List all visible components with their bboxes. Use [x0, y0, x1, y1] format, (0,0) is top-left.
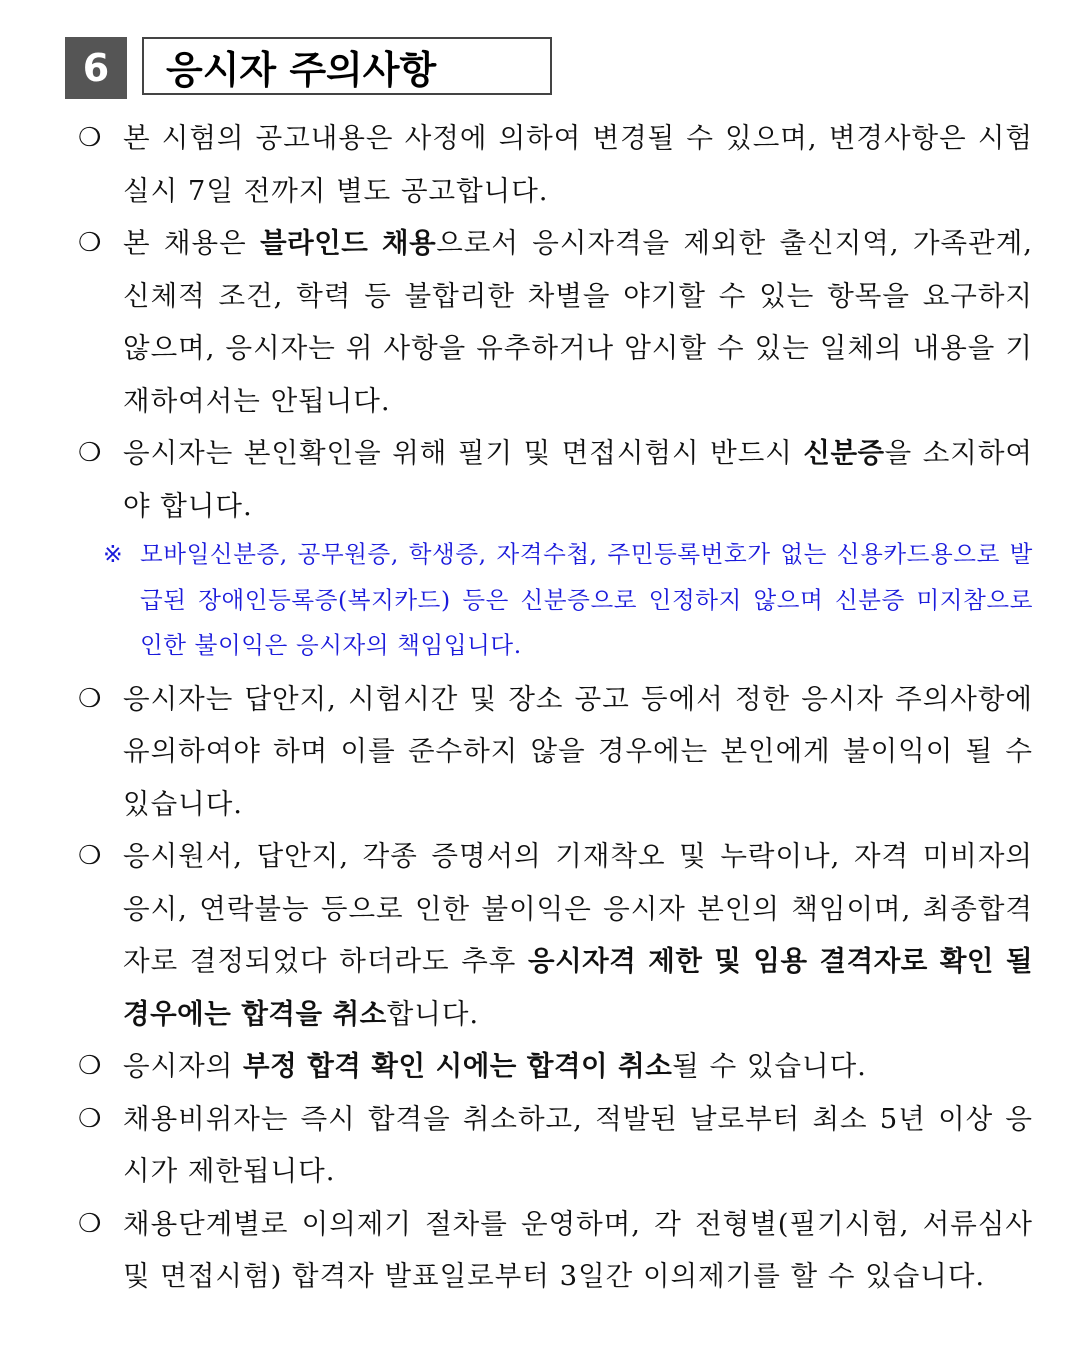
item-text: 합니다.	[386, 997, 480, 1030]
item-text: 채용비위자는 즉시 합격을 취소하고, 적발된 날로부터 최소 5년 이상 응시가 제한됩니다.	[123, 1102, 1033, 1187]
item-text: 본 시험의 공고내용은 사정에 의하여 변경될 수 있으며, 변경사항은 시험실시 7일 전까지 별도 공고합니다.	[123, 122, 1033, 207]
item-emphasis: 블라인드 채용	[260, 227, 437, 259]
bullet-icon: ❍	[78, 123, 103, 153]
item-emphasis: 부정 합격 확인 시에는 합격이 취소	[243, 1050, 673, 1082]
bullet-icon: ❍	[78, 1051, 103, 1081]
notice-item	[78, 112, 1033, 217]
note-text: 모바일신분증, 공무원증, 학생증, 자격수첩, 주민등록번호가 없는 신용카드용으로 발급된 장애인등록증(복지카드) 등은 신분증으로 인정하지 않으며 신분증 미지참으로 인한 불이익은 응시자의 책임입니다.	[140, 540, 1033, 659]
notice-item	[78, 1198, 1033, 1303]
bullet-icon: ❍	[78, 841, 103, 871]
notice-item	[78, 427, 1033, 532]
bullet-icon: ❍	[78, 438, 103, 468]
item-text: 을 소지하여야 합니다.	[123, 437, 1033, 522]
item-text: 응시자의	[123, 1050, 244, 1082]
section-number: 6	[65, 37, 127, 99]
item-text: 응시원서, 답안지, 각종 증명서의 기재착오 및 누락이나, 자격 미비자의 응시, 연락불능 등으로 인한 불이익은 응시자 본인의 책임이며, 최종합격자로 결정되었다 하더라도 추후	[123, 840, 1033, 977]
item-emphasis: 신분증	[803, 437, 885, 469]
bullet-icon: ❍	[78, 228, 103, 258]
bullet-icon: ❍	[78, 1103, 103, 1134]
notice-item	[78, 217, 1033, 427]
notice-item	[78, 1040, 1033, 1093]
notice-item	[78, 1093, 1033, 1198]
item-text: 응시자는 답안지, 시험시간 및 장소 공고 등에서 정한 응시자 주의사항에 유의하여야 하며 이를 준수하지 않을 경우에는 본인에게 불이익이 될 수 있습니다.	[123, 682, 1033, 820]
reference-mark-icon: ※	[103, 540, 124, 568]
section-title: 응시자 주의사항	[142, 37, 552, 95]
item-emphasis: 응시자격 제한 및 임용 결격자로 확인 될 경우에는 합격을 취소	[123, 945, 1034, 1030]
notice-list	[78, 112, 1033, 1303]
item-text: 될 수 있습니다.	[672, 1050, 867, 1082]
id-note	[78, 532, 1033, 669]
bullet-icon: ❍	[78, 683, 103, 714]
item-text: 으로서 응시자격을 제외한 출신지역, 가족관계, 신체적 조건, 학력 등 불합리한 차별을 야기할 수 있는 항목을 요구하지 않으며, 응시자는 위 사항을 유추하거나 암시할 수 있는 일체의 내용을 기재하여서는 안됩니다.	[123, 227, 1033, 417]
notice-item	[78, 673, 1033, 831]
item-text: 응시자는 본인확인을 위해 필기 및 면접시험시 반드시	[123, 437, 804, 469]
item-text: 채용단계별로 이의제기 절차를 운영하며, 각 전형별(필기시험, 서류심사 및 면접시험) 합격자 발표일로부터 3일간 이의제기를 할 수 있습니다.	[123, 1207, 1033, 1292]
item-text: 본 채용은	[123, 227, 261, 259]
notice-item	[78, 830, 1033, 1040]
bullet-icon: ❍	[78, 1208, 103, 1239]
